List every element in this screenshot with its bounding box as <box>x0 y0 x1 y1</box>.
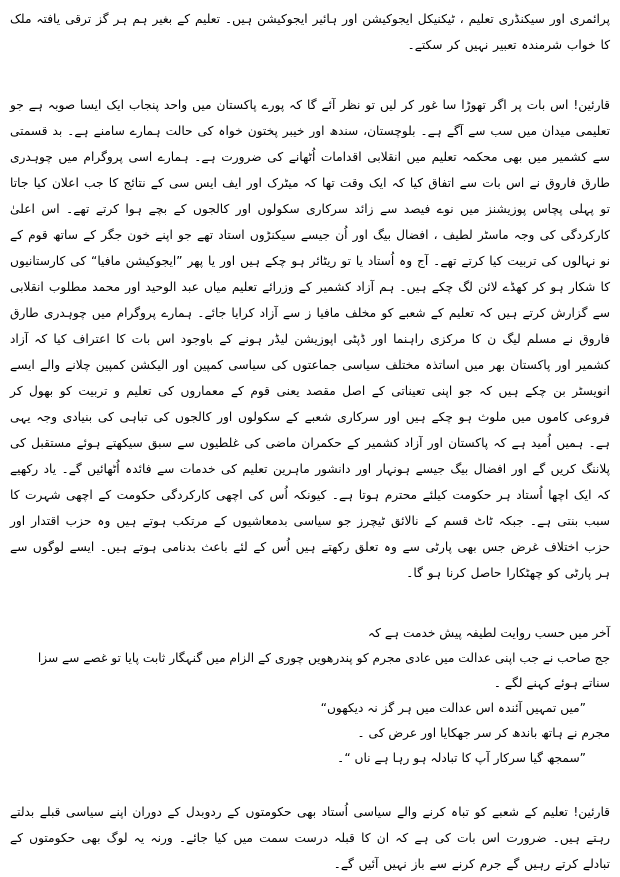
joke-line-quote-judge: ”میں تمہیں آئندہ اس عدالت میں ہر گز نہ دیکھوں“ <box>320 701 586 715</box>
paragraph-main-argument: قارئین! اس بات پر اگر تھوڑا سا غور کر لیں تو نظر آئے گا کہ پورے پاکستان میں واحد پنجاب ایک ایسا صوبہ ہے جو تعلیمی میدان میں سب سے آگے ہے۔ بلوچستان، سندھ اور خیبر پختون خواہ کی حالت ہمارے سامنے ہے۔ بد قسمتی سے کشمیر میں بھی محکمہ تعلیم میں انقلابی اقدامات اُٹھانے کی ضرورت ہے۔ ہمارے اسی پروگرام میں چوہدری طارق فاروق نے اس بات سے اتفاق کیا کہ ایک وقت تھا کہ میٹرک اور ایف ایس سی کے نتائج کا جب اعلان کیا جاتا تو پہلی پچاس پوزیشنز میں نوے فیصد سے زائد سرکاری سکولوں اور کالجوں کے بچے ہوا کرتے تھے۔ اس اعلیٰ کارکردگی کی وجہ ماسٹر لطیف ، افضال بیگ اور اُن جیسے سیکنڑوں استاد تھے جو اپنے خون جگر کے ساتھ قوم کے نو نہالوں کی تربیت کیا کرتے تھے۔ آج وہ اُستاد یا تو ریٹائر ہو چکے ہیں اور یا پھر ”ایجوکیشن مافیا“ کی کارستانیوں کا شکار ہو کر کھڈے لائن لگ چکے ہیں۔ ہم آزاد کشمیر کے وزرائے تعلیم میاں عبد الوحید اور محمد مطلوب انقلابی سے گزارش کرتے ہیں کہ تعلیم کے شعبے کو مخلف مافیا ز سے آزاد کرایا جائے۔ ہمارے پروگرام میں چوہدری طارق فاروق نے مسلم لیگ ن کا مرکزی راہنما اور ڈپٹی اپوزیشن لیڈر ہونے کے باوجود اس بات کا اعتراف کیا کہ آزاد کشمیر اور پاکستان بھر میں اساتذہ مختلف سیاسی جماعتوں کی سیاسی کمپین اور الیکشن کمپین چلانے والے ایسے انویسٹر بن چکے ہیں کہ جو اپنی تعیناتی کے اصل مقصد یعنی قوم کے معماروں کی تعلیم و تربیت کو بھول کر فروعی کاموں میں ملوث ہو چکے ہیں اور سرکاری شعبے کے سکولوں اور کالجوں کی تباہی کی بنیادی وجہ یہی ہے۔ ہمیں اُمید ہے کہ پاکستان اور آزاد کشمیر کے حکمران ماضی کی غلطیوں سے سبق سیکھتے ہوئے مستقبل کی پلاننگ کریں گے اور افضال بیگ جیسے ہونہار اور دانشور ماہرین تعلیم کی خدمات سے فائدہ اُٹھائیں گے۔ یاد رکھیے کہ ایک اچھا اُستاد ہر حکومت کیلئے محترم ہوتا ہے۔ کیونکہ اُس کی اچھی کارکردگی حکومت کے اچھی شہرت کا سبب بنتی ہے۔ جبکہ ٹاٹ قسم کے نالائق ٹیچرز جو سیاسی بدمعاشیوں کے مرتکب ہوتے ہیں وہ حزب اقتدار اور حزب اختلاف غرض جس بھی پارٹی سے وہ تعلق رکھتے ہیں اُس کے لئے باعث بدنامی ہوتے ہیں۔ ایسے لوگوں سے ہر پارٹی کو چھٹکارا حاصل کرنا ہو گا۔ <box>10 98 610 580</box>
paragraph-conclusion: قارئین! تعلیم کے شعبے کو تباہ کرنے والے سیاسی اُستاد بھی حکومتوں کے ردوبدل کے دوران اپنے سیاسی قبلے بدلتے رہتے ہیں۔ ضرورت اس بات کی ہے کہ ان کا قبلہ درست سمت میں کیا جائے۔ ورنہ یہ لوگ بھی حکومتوں کے تبادلے کرتے رہیں گے جرم کرنے سے باز نہیں آئیں گے۔ <box>10 805 610 871</box>
joke-line-judge: جج صاحب نے جب اپنی عدالت میں عادی مجرم کو پندرھویں چوری کے الزام میں گنہگار ثابت پایا تو غصے سے سزا سناتے ہوئے کہنے لگے ۔ <box>37 651 610 690</box>
joke-intro: آخر میں حسب روایت لطیفہ پیش خدمت ہے کہ <box>368 626 610 640</box>
joke-line-quote-criminal: ”سمجھ گیا سرکار آپ کا تبادلہ ہو رہا ہے ناں “۔ <box>337 751 586 765</box>
joke-section <box>10 620 610 771</box>
paragraph-education-types: پرائمری اور سیکنڈری تعلیم ، ٹیکنیکل ایجوکیشن اور ہائیر ایجوکیشن ہیں۔ تعلیم کے بغیر ہم ہر گز ترقی یافتہ ملک کا خواب شرمندہ تعبیر نہیں کر سکتے۔ <box>10 12 610 52</box>
section-gap <box>10 771 610 799</box>
joke-line-criminal: مجرم نے ہاتھ باندھ کر سر جھکایا اور عرض کی ۔ <box>357 726 610 740</box>
